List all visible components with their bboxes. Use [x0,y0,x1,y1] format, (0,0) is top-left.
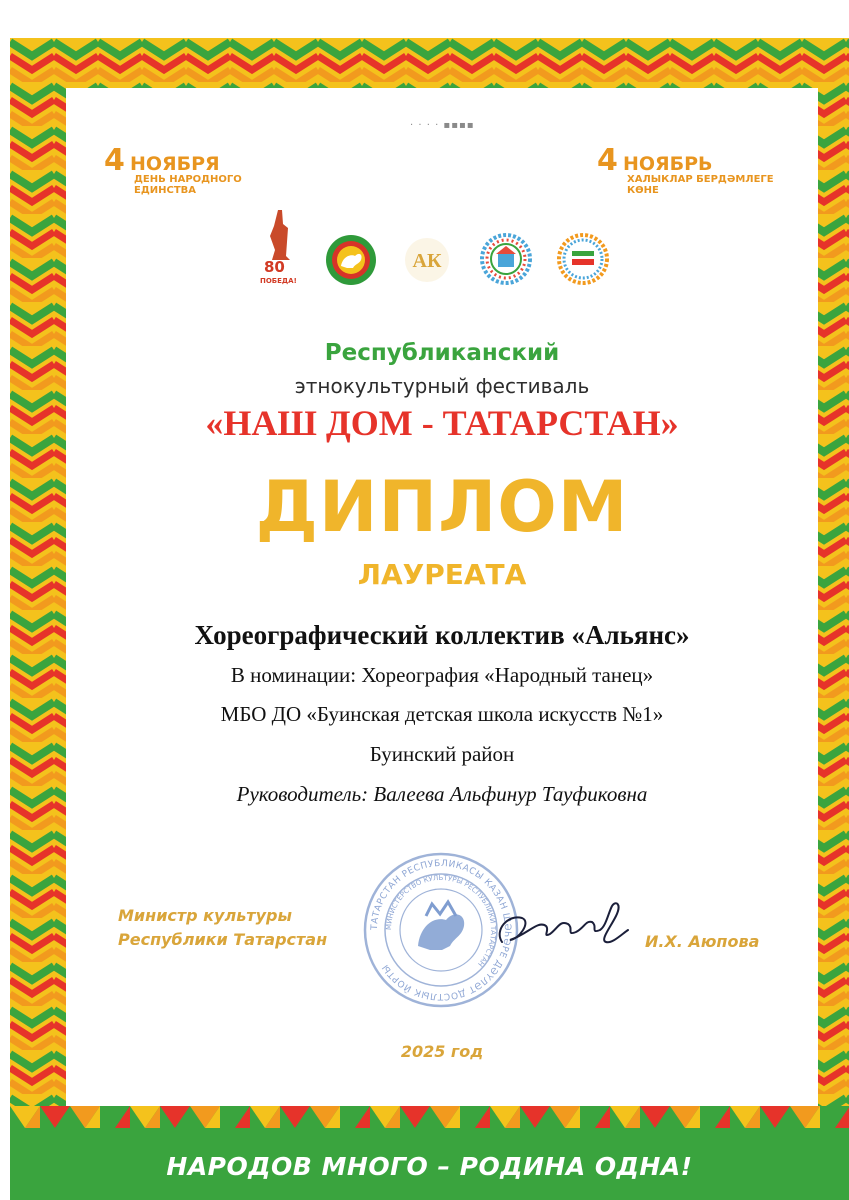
signer-position-line-1: Министр культуры [118,906,292,925]
handwritten-signature [488,890,638,960]
festival-line-2: этнокультурный фестиваль [294,374,590,398]
peoples-assembly-logo [557,233,609,285]
awardee-institution: МБО ДО «Буинская детская школа искусств №1» [220,702,664,726]
festival-line-1: Республиканский [324,340,560,366]
svg-text:МИНИСТЕРСТВО КУЛЬТУРЫ РЕСПУБЛИ: МИНИСТЕРСТВО КУЛЬТУРЫ РЕСПУБЛИКИ ТАТАРСТАН [384,873,498,969]
right-date-number: 4 [597,143,618,178]
svg-text:ПОБЕДА!: ПОБЕДА! [260,277,297,285]
left-date-number: 4 [104,143,125,178]
house-of-friendship-logo [480,233,532,285]
awardee-leader: Руководитель: Валеева Альфинур Тауфиковна [236,782,648,806]
slogan-banner: НАРОДОВ МНОГО – РОДИНА ОДНА! [166,1152,693,1181]
awardee-district: Буинский район [369,742,515,766]
festival-title: «НАШ ДОМ - ТАТАРСТАН» [205,403,679,443]
right-date-word: НОЯБРЬ [622,153,713,175]
diploma-subtitle: ЛАУРЕАТА [357,558,527,591]
left-date-block [104,143,304,196]
signer-name: И.Х. Аюпова [645,932,760,951]
ak-monogram-logo [402,236,452,284]
left-date-subtitle-2: ЕДИНСТВА [134,185,196,196]
tatarstan-emblem-logo [325,234,377,286]
signer-position-line-2: Республики Татарстан [118,930,328,949]
awardee-name: Хореографический коллектив «Альянс» [194,620,690,650]
right-date-block [597,143,797,196]
diploma-title: ДИПЛОМ [255,466,629,548]
signer-position [118,904,327,952]
svg-text:80: 80 [264,258,285,276]
awardee-nomination: В номинации: Хореография «Народный танец» [230,663,654,687]
svg-text:АК: АК [412,250,442,272]
svg-text:ТАТАРСТАН РЕСПУБЛИКАСЫ КАЗАН Ш: ТАТАРСТАН РЕСПУБЛИКАСЫ КАЗАН ШӘҺӘРЕ ДӘҮЛӘТ ДОСТЛЫК ЙОРТЫ [369,858,513,1002]
left-date-word: НОЯБРЯ [129,153,220,175]
pobeda-80-logo [258,206,302,286]
year-label: 2025 год [400,1042,484,1061]
right-date-subtitle-1: ХАЛЫКЛАР БЕРДӘМЛЕГЕ [627,174,774,185]
right-date-subtitle-2: КӨНЕ [627,185,659,196]
scan-marks: · · · · ▪▪▪▪ [410,120,475,131]
left-date-subtitle-1: ДЕНЬ НАРОДНОГО [134,174,242,185]
